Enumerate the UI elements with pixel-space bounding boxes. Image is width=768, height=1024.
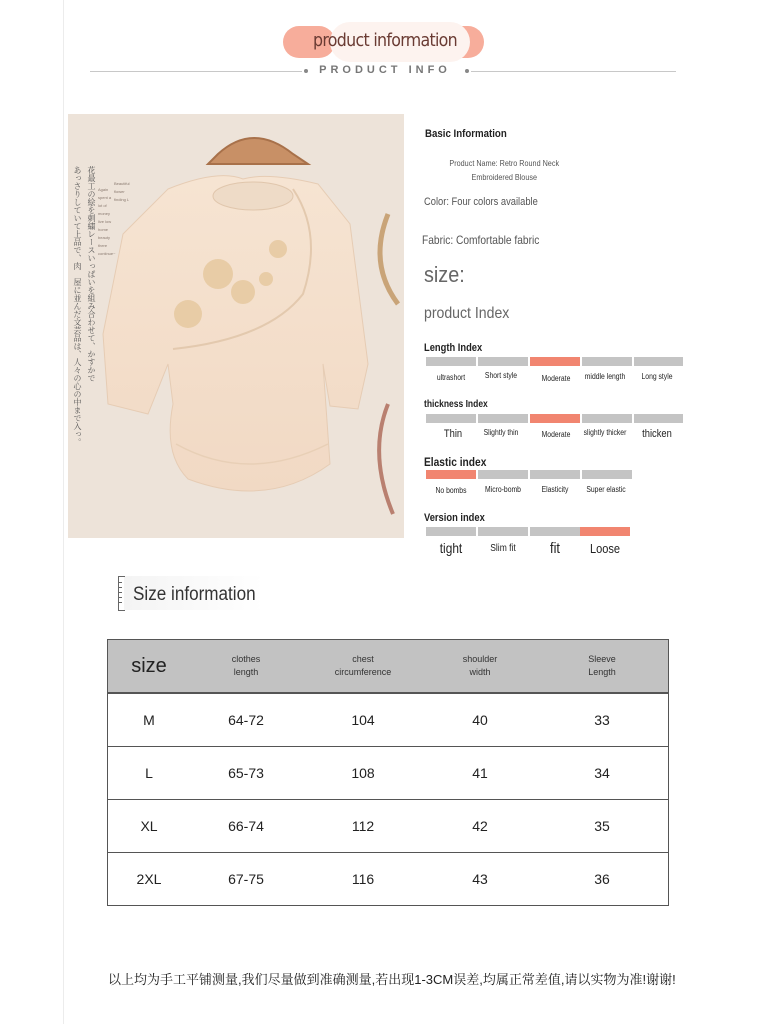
thickness-bar-slightly-thicker [582,414,632,423]
cell-chest: 116 [302,853,424,906]
version-bar-tight [426,527,476,536]
length-bar-long [634,357,683,366]
thickness-option-label: Slightly thin [483,428,519,437]
col-header-shoulder: shoulder width [424,640,536,694]
product-name: Product Name: Retro Round Neck Embroidered Blouse [449,158,560,182]
table-row [108,853,669,906]
length-option-label: ultrashort [436,373,466,382]
thickness-bar-moderate-selected [530,414,580,423]
length-bar-short [478,357,528,366]
cell-chest: 108 [302,747,424,800]
header-dot-right [465,69,469,73]
length-option-label: Moderate [541,374,571,383]
size-label: size: [424,262,465,287]
col-header-size: size [108,640,191,694]
cell-chest: 112 [302,800,424,853]
ruler-tick [119,592,122,593]
thickness-bar-thin [426,414,476,423]
cell-sleeve: 33 [536,693,669,747]
length-option-label: Short style [484,371,518,380]
thickness-option-label: thicken [642,428,672,440]
elastic-option-label: Elasticity [541,485,569,494]
thickness-option-label: Thin [443,428,463,440]
thickness-option-label: Moderate [541,430,571,439]
header-divider-right [471,71,676,72]
cell-shoulder: 41 [424,747,536,800]
ruler-tick [119,597,122,598]
ruler-tick [119,582,122,583]
product-index-label: product Index [424,305,510,322]
blouse-illustration [68,114,404,538]
cell-sleeve: 36 [536,853,669,906]
version-bar-loose-selected [580,527,630,536]
page-subtitle: PRODUCT INFO [319,64,451,76]
elastic-option-label: No bombs [435,486,467,495]
product-color: Color: Four colors available [424,196,538,208]
ruler-tick [119,587,122,588]
page-title: product information [312,30,457,51]
cell-clothes-length: 65-73 [190,747,302,800]
elastic-bar-super [582,470,632,479]
cell-clothes-length: 64-72 [190,693,302,747]
col-header-clothes-length: clothes length [190,640,302,694]
version-option-label: Slim fit [490,543,516,554]
cell-shoulder: 43 [424,853,536,906]
cell-size: XL [108,800,191,853]
cell-clothes-length: 66-74 [190,800,302,853]
thickness-bar-slightly-thin [478,414,528,423]
length-bar-middle [582,357,632,366]
basic-info-heading: Basic Information [425,128,507,140]
ruler-tick [119,602,122,603]
elastic-bar-micro [478,470,528,479]
cell-sleeve: 35 [536,800,669,853]
col-header-sleeve: Sleeve Length [536,640,669,694]
table-row [108,693,669,747]
length-bar-moderate-selected [530,357,580,366]
size-info-title: Size information [133,584,256,605]
version-option-label: fit [550,540,560,557]
product-photo [68,114,404,538]
col-header-chest: chest circumference [302,640,424,694]
size-table-header [108,640,669,694]
thickness-option-label: slightly thicker [583,428,627,437]
cell-size: M [108,693,191,747]
cell-chest: 104 [302,693,424,747]
length-index-title: Length Index [424,342,483,354]
elastic-option-label: Super elastic [586,485,626,494]
elastic-index-title: Elastic index [424,455,487,469]
table-row [108,800,669,853]
photo-caption-jp-2: あっさりしていて上品で、肉 屋に並んだ文芸品は、人々の心の中まで入っ。 [73,166,82,446]
photo-caption-jp-1: 花最工の絵を刺繍レースいっぱいを組み合わせて、かすかで [87,166,96,382]
cell-shoulder: 42 [424,800,536,853]
version-index-title: Version index [424,512,485,524]
cell-size: 2XL [108,853,191,906]
measurement-disclaimer: 以上均为手工平铺测量,我们尽量做到准确测量,若出现1-3CM误差,均属正常差值,请以实物为准!谢谢! [108,972,676,987]
elastic-bar-no-bombs-selected [426,470,476,479]
length-option-label: Long style [641,372,673,381]
cell-shoulder: 40 [424,693,536,747]
length-bar-ultrashort [426,357,476,366]
version-option-label: Loose [589,541,621,556]
elastic-bar-elasticity [530,470,580,479]
length-option-label: middle length [584,372,626,381]
version-option-label: tight [439,540,463,556]
version-bar-slim [478,527,528,536]
thickness-bar-thicken [634,414,683,423]
cell-clothes-length: 67-75 [190,853,302,906]
version-bar-fit [530,527,580,536]
page-left-border [63,0,64,1024]
cell-size: L [108,747,191,800]
thickness-index-title: thickness Index [424,399,488,410]
size-table [107,639,669,906]
elastic-option-label: Micro-bomb [485,485,521,494]
photo-caption-en: Beautiful flower finding L [114,181,130,202]
cell-sleeve: 34 [536,747,669,800]
photo-caption-en-2: Again spent a lot of money live low home beauty there continue~ [98,187,116,256]
table-row [108,747,669,800]
product-fabric: Fabric: Comfortable fabric [422,233,540,247]
header-dot-left [304,69,308,73]
header-divider-left [90,71,302,72]
